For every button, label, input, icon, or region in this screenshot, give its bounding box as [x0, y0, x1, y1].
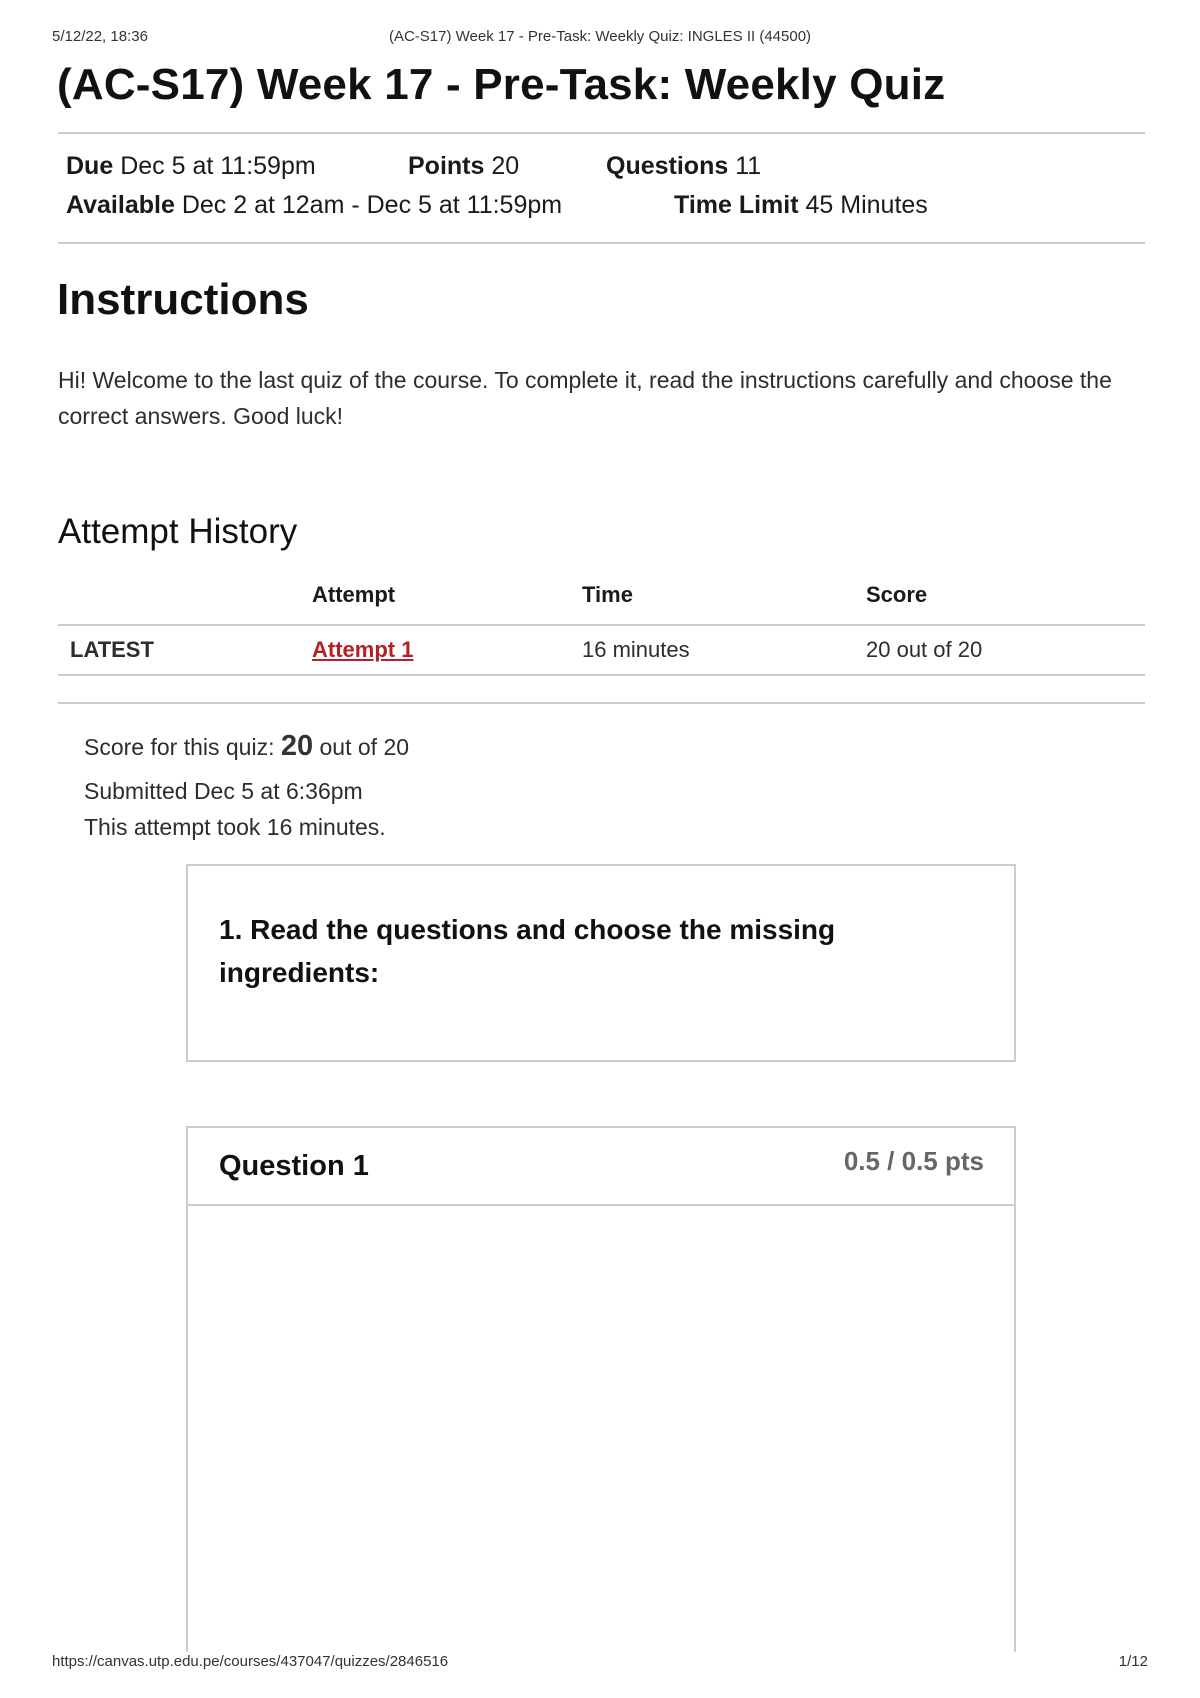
attempt-cell — [312, 625, 582, 675]
print-date: 5/12/22, 18:36 — [52, 28, 148, 45]
score-value: 20 — [280, 730, 314, 762]
score-cell: 20 out of 20 — [866, 625, 1145, 675]
time-limit-detail — [674, 191, 928, 220]
time-limit-value: 45 Minutes — [805, 191, 928, 219]
questions-value: 11 — [735, 152, 762, 180]
question-title: Question 1 — [219, 1150, 369, 1182]
column-header-attempt: Attempt — [312, 578, 582, 625]
question-header — [186, 1126, 1016, 1206]
available-value: Dec 2 at 12am - Dec 5 at 11:59pm — [181, 191, 563, 219]
question-group-text: 1. Read the questions and choose the missing ingredients: — [219, 914, 836, 988]
points-label: Points — [408, 152, 485, 180]
page-title: (AC-S17) Week 17 - Pre-Task: Weekly Quiz — [57, 60, 946, 109]
instructions-heading: Instructions — [57, 275, 309, 324]
attempt-1-link[interactable]: Attempt 1 — [312, 637, 414, 662]
score-prefix: Score for this quiz: — [84, 734, 275, 760]
question-body — [186, 1204, 1016, 1652]
print-url: https://canvas.utp.edu.pe/courses/437047/quizzes/2846516 — [52, 1653, 449, 1670]
print-header — [52, 28, 1148, 50]
quiz-details-row-2 — [66, 191, 928, 220]
question-points: 0.5 / 0.5 pts — [843, 1146, 984, 1176]
divider — [58, 132, 1145, 134]
quiz-score — [84, 730, 409, 763]
column-header — [58, 578, 312, 625]
due-value: Dec 5 at 11:59pm — [120, 152, 316, 180]
column-header-time: Time — [582, 578, 866, 625]
time-cell: 16 minutes — [582, 625, 866, 675]
question-group-box — [186, 864, 1016, 1062]
column-header-score: Score — [866, 578, 1145, 625]
attempt-history-table — [58, 578, 1145, 676]
available-detail — [66, 191, 674, 220]
instructions-text: Hi! Welcome to the last quiz of the course. To complete it, read the instructions carefully and choose the correct answers. Good luck! — [58, 367, 1112, 429]
submitted-text: Submitted Dec 5 at 6:36pm — [84, 778, 363, 804]
table-row — [58, 625, 1145, 675]
divider — [58, 242, 1145, 244]
quiz-details-row-1 — [66, 152, 761, 181]
attempt-history-heading: Attempt History — [58, 512, 298, 551]
attempt-duration-text: This attempt took 16 minutes. — [84, 814, 386, 840]
divider — [58, 702, 1145, 704]
due-label: Due — [66, 152, 114, 180]
latest-tag: LATEST — [58, 625, 312, 675]
page-number: 1/12 — [1118, 1653, 1148, 1670]
points-detail — [408, 152, 606, 181]
due-detail — [66, 152, 408, 181]
questions-detail — [606, 152, 761, 181]
points-value: 20 — [491, 152, 520, 180]
time-limit-label: Time Limit — [674, 191, 799, 219]
available-label: Available — [66, 191, 175, 219]
print-document-title: (AC-S17) Week 17 - Pre-Task: Weekly Quiz: INGLES II (44500) — [388, 28, 812, 45]
questions-label: Questions — [606, 152, 729, 180]
score-suffix: out of 20 — [319, 734, 410, 760]
table-header-row — [58, 578, 1145, 625]
